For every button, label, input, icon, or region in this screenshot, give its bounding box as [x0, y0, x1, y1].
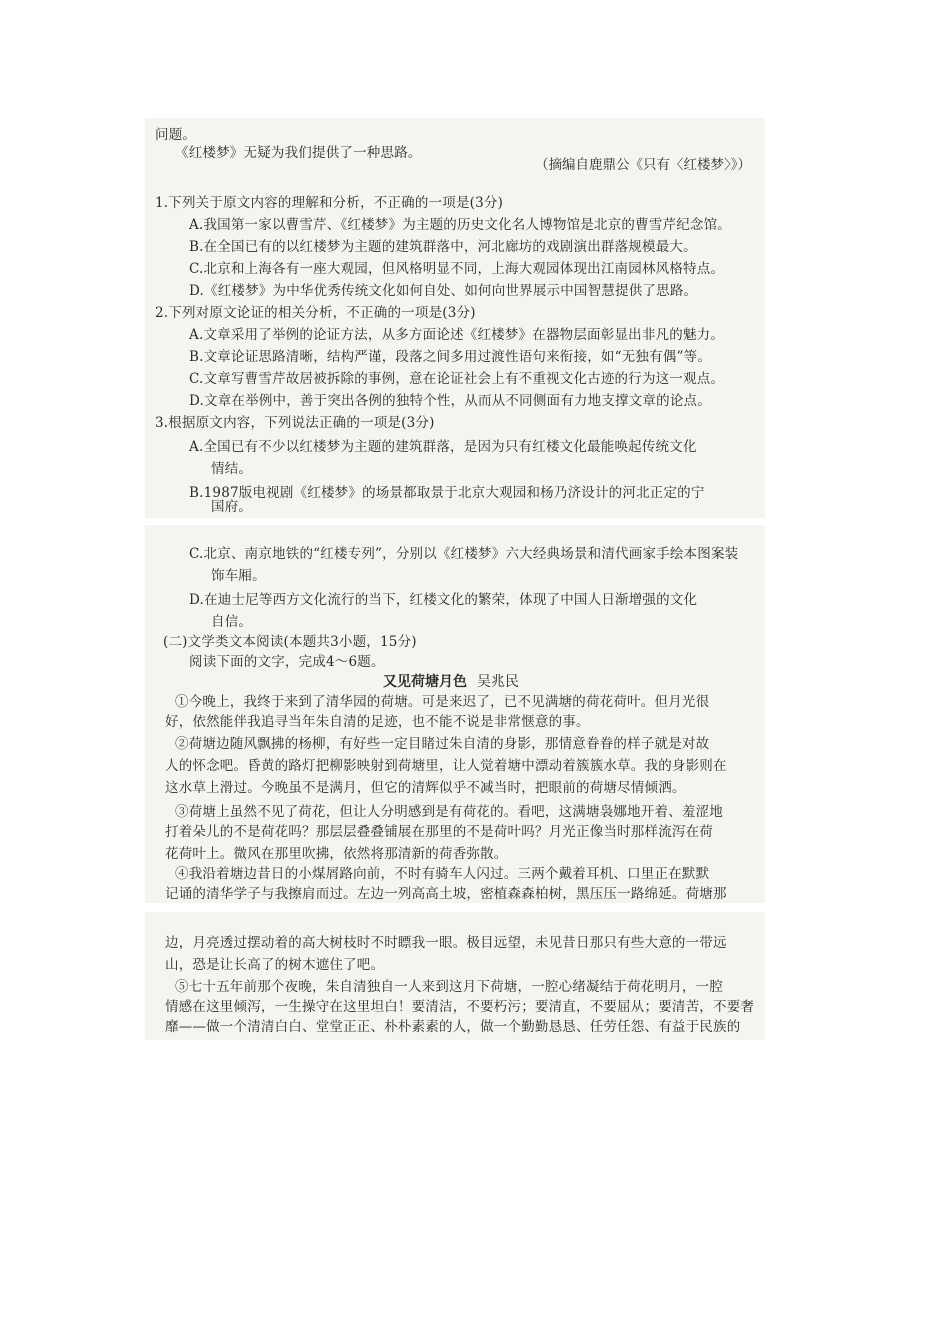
- article-title: [383, 673, 519, 691]
- paragraph-1-line-1: ①今晚上，我终于来到了清华园的荷塘。可是来迟了，已不见满塘的荷花荷叶。但月光很: [175, 694, 710, 710]
- paragraph-4-line-2: 记诵的清华学子与我擦肩而过。左边一列高高土坡，密植森森柏树，黑压压一路绵延。荷塘那: [165, 886, 727, 902]
- scan-strip-lower: [145, 912, 765, 1040]
- scan-strip-upper: [145, 118, 765, 518]
- question-2-option-b: B.文章论证思路清晰，结构严谨，段落之间多用过渡性语句来衔接，如“无独有偶”等。: [189, 349, 712, 365]
- question-3-option-b: B.1987版电视剧《红楼梦》的场景都取景于北京大观园和杨乃济设计的河北正定的宁: [189, 485, 705, 501]
- paragraph-4-line-4: 山，恐是让长高了的树木遮住了吧。: [165, 957, 385, 973]
- paragraph-3-line-1: ③荷塘上虽然不见了荷花，但让人分明感到是有荷花的。看吧，这满塘袅娜地开着、羞涩地: [175, 804, 723, 820]
- paragraph-5-line-3: 靡——做一个清清白白、堂堂正正、朴朴素素的人，做一个勤勤恳恳、任劳任怨、有益于民族的: [165, 1019, 741, 1035]
- question-1-option-a: A.我国第一家以曹雪芹、《红楼梦》为主题的历史文化名人博物馆是北京的曹雪芹纪念馆。: [189, 217, 731, 233]
- question-3-stem: 3.根据原文内容，下列说法正确的一项是(3分): [155, 415, 435, 431]
- article-title-text: 又见荷塘月色: [383, 674, 467, 690]
- paragraph-4-line-1: ④我沿着塘边昔日的小煤屑路向前，不时有骑车人闪过。三两个戴着耳机、口里正在默默: [175, 866, 710, 882]
- question-1-option-b: B.在全国已有的以红楼梦为主题的建筑群落中，河北廊坊的戏剧演出群落规模最大。: [189, 239, 697, 255]
- article-author: 吴兆民: [477, 674, 519, 690]
- question-1-option-d: D.《红楼梦》为中华优秀传统文化如何自处、如何向世界展示中国智慧提供了思路。: [189, 283, 698, 299]
- question-3-option-d-cont: 自信。: [211, 614, 253, 630]
- question-3-option-c: C.北京、南京地铁的“红楼专列”，分别以《红楼梦》六大经典场景和清代画家手绘本图案装: [189, 546, 739, 562]
- paragraph-4-line-3: 边，月亮透过摆动着的高大树枝时不时瞟我一眼。极目远望，未见昔日那只有些大意的一带远: [165, 935, 727, 951]
- question-2-stem: 2.下列对原文论证的相关分析，不正确的一项是(3分): [155, 305, 476, 321]
- paragraph-1-line-2: 好，依然能伴我追寻当年朱自清的足迹，也不能不说是非常惬意的事。: [165, 714, 590, 730]
- question-1-stem: 1.下列关于原文内容的理解和分析，不正确的一项是(3分): [155, 195, 504, 211]
- question-3-option-c-cont: 饰车厢。: [211, 568, 266, 584]
- paragraph-2-line-3: 这水草上滑过。今晚虽不是满月，但它的清辉似乎不减当时，把眼前的荷塘尽情倾洒。: [165, 780, 686, 796]
- question-1-option-c: C.北京和上海各有一座大观园，但风格明显不同，上海大观园体现出江南园林风格特点。: [189, 261, 725, 277]
- paragraph-3-line-3: 花荷叶上。微风在那里吹拂，依然将那清新的荷香弥散。: [165, 846, 508, 862]
- question-3-option-d: D.在迪士尼等西方文化流行的当下，红楼文化的繁荣，体现了中国人日渐增强的文化: [189, 592, 698, 608]
- question-2-option-d: D.文章在举例中，善于突出各例的独特个性，从而从不同侧面有力地支撑文章的论点。: [189, 393, 711, 409]
- question-3-option-a: A.全国已有不少以红楼梦为主题的建筑群落，是因为只有红楼文化最能唤起传统文化: [189, 439, 697, 455]
- scan-strip-middle: [145, 525, 765, 903]
- question-3-option-a-cont: 情结。: [211, 461, 253, 477]
- paragraph-2-line-2: 人的怀念吧。昏黄的路灯把柳影映射到荷塘里，让人觉着塘中漂动着簇簇水草。我的身影则在: [165, 758, 727, 774]
- section-2-prompt: 阅读下面的文字，完成4～6题。: [189, 654, 385, 670]
- article-source: （摘编自鹿鼎公《只有〈红楼梦〉》）: [535, 157, 751, 173]
- question-3-option-b-cont: 国府。: [211, 499, 253, 515]
- lead-fragment: 问题。: [155, 127, 197, 143]
- paragraph-5-line-2: 情感在这里倾泻，一生操守在这里坦白！要清洁，不要朽污；要清直，不要屈从；要清苦，不要奢: [165, 999, 755, 1015]
- section-2-heading: (二)文学类文本阅读(本题共3小题，15分): [163, 634, 417, 650]
- paragraph-5-line-1: ⑤七十五年前那个夜晚，朱自清独自一人来到这月下荷塘，一腔心绪凝结于荷花明月，一腔: [175, 979, 723, 995]
- paragraph-2-line-1: ②荷塘边随风飘拂的杨柳，有好些一定目睹过朱自清的身影，那情意眷眷的样子就是对故: [175, 736, 710, 752]
- question-2-option-a: A.文章采用了举例的论证方法，从多方面论述《红楼梦》在器物层面彰显出非凡的魅力。: [189, 327, 725, 343]
- paragraph-3-line-2: 打着朵儿的不是荷花吗？那层层叠叠铺展在那里的不是荷叶吗？月光正像当时那样流泻在荷: [165, 824, 713, 840]
- question-2-option-c: C.文章写曹雪芹故居被拆除的事例，意在论证社会上有不重视文化古迹的行为这一观点。: [189, 371, 725, 387]
- closing-sentence: 《红楼梦》无疑为我们提供了一种思路。: [175, 145, 422, 161]
